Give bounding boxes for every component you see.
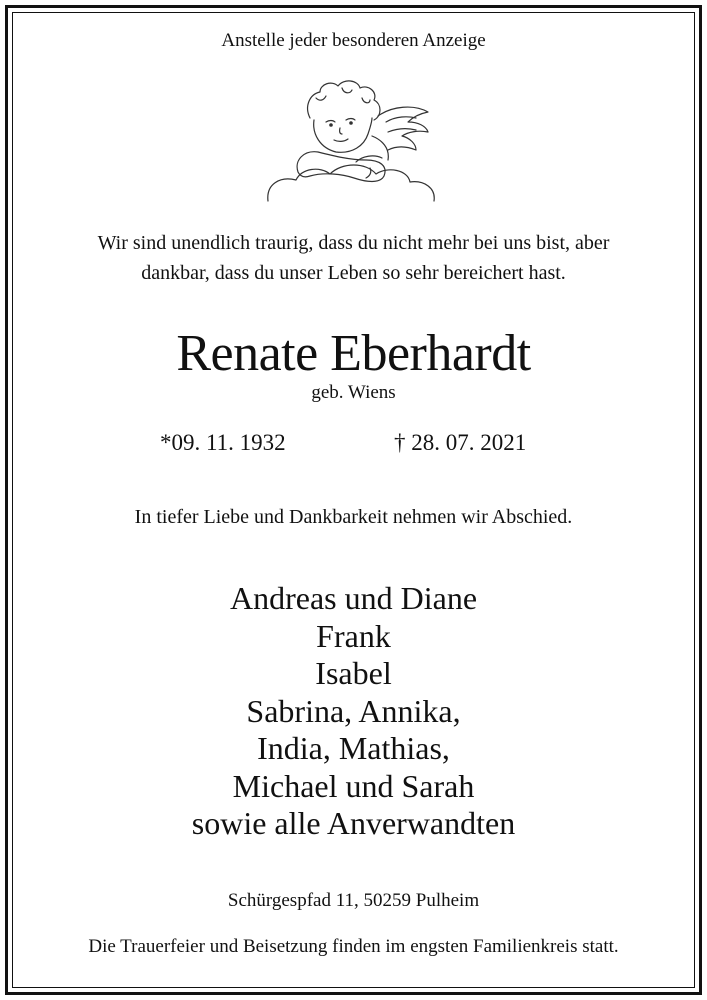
ceremony-note: Die Trauerfeier und Beisetzung finden im engsten Familienkreis statt.: [88, 936, 619, 957]
life-dates: [0, 430, 707, 460]
quote-text: [0, 228, 707, 288]
mourner-line: Michael und Sarah: [232, 767, 475, 804]
mourner-line: sowie alle Anverwandten: [191, 805, 516, 841]
mourner-line: Isabel: [315, 655, 392, 691]
deceased-name: Renate Eberhardt: [176, 325, 531, 382]
mourner-line: Andreas und Diane: [229, 580, 478, 616]
mourner-line: Sabrina, Annika,: [246, 692, 461, 729]
mourner-line: Frank: [316, 617, 391, 654]
birth-date: *09. 11. 1932: [160, 430, 286, 455]
death-date: † 28. 07. 2021: [394, 430, 527, 455]
maiden-name: geb. Wiens: [311, 382, 396, 403]
mourners-list: [0, 580, 707, 843]
quote-line-1: Wir sind unendlich traurig, dass du nicht mehr bei uns bist, aber: [97, 232, 610, 254]
quote-line-2: dankbar, dass du unser Leben so sehr bereichert hast.: [141, 262, 566, 284]
header-note: Anstelle jeder besonderen Anzeige: [221, 30, 486, 51]
address: Schürgespfad 11, 50259 Pulheim: [227, 890, 480, 911]
cherub-angel-icon: [258, 76, 448, 206]
mourner-line: India, Mathias,: [257, 730, 450, 766]
farewell-text: In tiefer Liebe und Dankbarkeit nehmen wir Abschied.: [134, 506, 573, 528]
